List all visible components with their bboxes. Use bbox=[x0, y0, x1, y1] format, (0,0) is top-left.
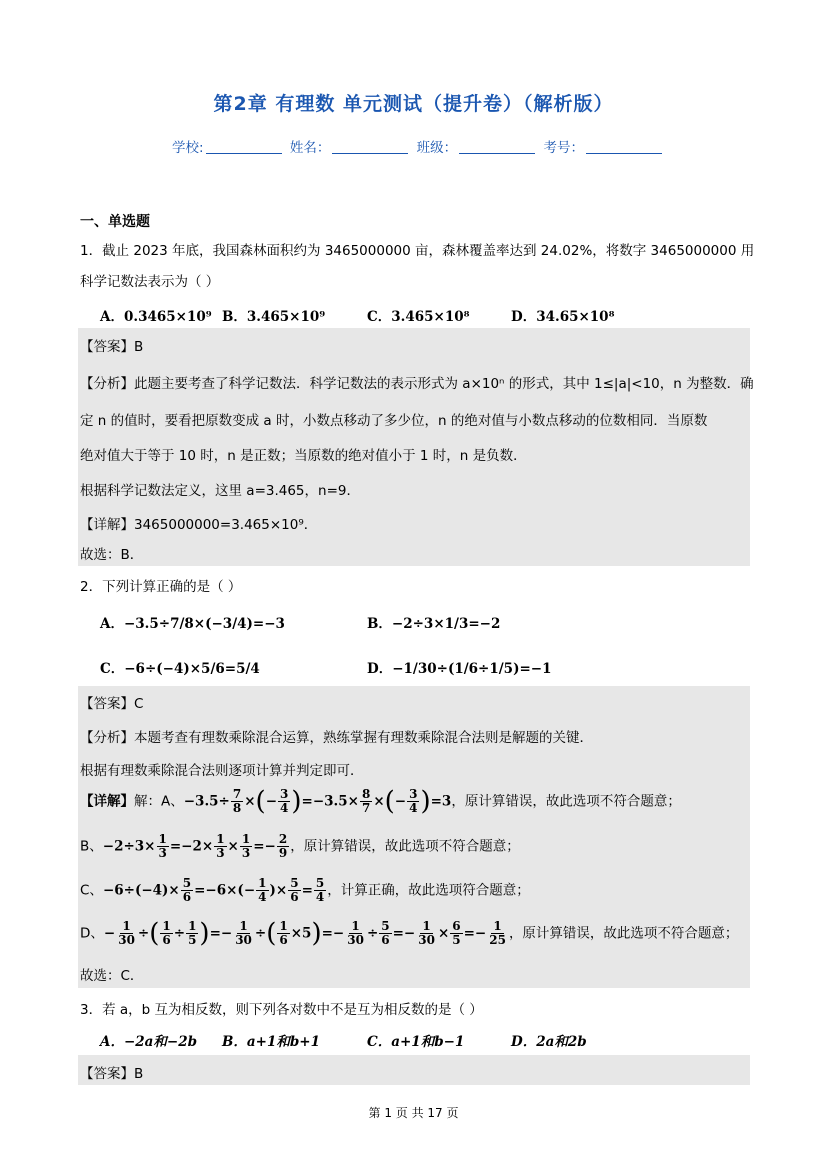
q2-option-d: D．−1/30÷(1/6÷1/5)=−1 bbox=[367, 661, 552, 677]
q1-analysis-line1: 【分析】此题主要考查了科学记数法．科学记数法的表示形式为 a×10ⁿ 的形式，其中 1≤|a|<10，n 为整数．确 bbox=[80, 376, 754, 392]
q2-detail-b-text: ，原计算错误，故此选项不符合题意； bbox=[290, 838, 520, 855]
q2-option-c: C．−6÷(−4)×5/6=5/4 bbox=[100, 661, 260, 677]
q1-option-c: C．3.465×10⁸ bbox=[367, 309, 470, 325]
q3-stem: 3．若 a，b 互为相反数，则下列各对数中不是互为相反数的是（ ） bbox=[80, 1002, 483, 1018]
q1-answer: 【答案】B bbox=[80, 339, 144, 355]
q3-option-c: C．a+1和b−1 bbox=[367, 1034, 465, 1050]
q2-option-a: A．−3.5÷7/8×(−3/4)=−3 bbox=[100, 616, 285, 632]
q2-analysis-line2: 根据有理数乘除混合法则逐项计算并判定即可． bbox=[80, 763, 364, 779]
exam-no-blank bbox=[586, 139, 662, 154]
q3-option-a: A．−2a和−2b bbox=[100, 1034, 198, 1050]
q2-detail-a: 【详解】解：A、−3.5÷ $\frac{7}{8}$ ×(− $\frac{3}{4}$ )=−3.5× $\frac{8}{7}$ ×(− $\frac{3}{4}$ )=3，原计算错误，故此选项不符合题意； bbox=[80, 786, 681, 817]
q2-detail-d: D、− $\frac{1}{30}$ ÷( $\frac{1}{6}$ ÷ $\frac{1}{5}$ )=− $\frac{1}{30}$ ÷( $\frac{1}{6}$ ×5)=− $\frac{1}{30}$ ÷ $\frac{5}{6}$ =− $\frac{1}{30}$ × $\frac{6}{5}$ =− $\frac{1}{25}$ ，原计算错误，故此选项不符合题意； bbox=[80, 918, 739, 949]
q3-option-b: B．a+1和b+1 bbox=[222, 1034, 321, 1050]
name-blank bbox=[332, 139, 408, 154]
q1-analysis-line4: 根据科学记数法定义，这里 a=3.465，n=9． bbox=[80, 483, 360, 499]
page-footer: 第 1 页 共 17 页 bbox=[368, 1106, 459, 1120]
q1-analysis-line3: 绝对值大于等于 10 时，n 是正数；当原数的绝对值小于 1 时，n 是负数． bbox=[80, 448, 527, 464]
school-label: 学校: bbox=[172, 140, 204, 156]
class-label: 班级： bbox=[416, 140, 458, 156]
q2-analysis-line1: 【分析】本题考查有理数乘除混合运算，熟练掌握有理数乘除混合法则是解题的关键． bbox=[80, 730, 593, 746]
q2-answer: 【答案】C bbox=[80, 696, 144, 712]
school-blank bbox=[206, 139, 282, 154]
section-heading: 一、单选题 bbox=[80, 214, 150, 230]
q2-option-b: B．−2÷3×1/3=−2 bbox=[367, 616, 501, 632]
name-label: 姓名： bbox=[289, 140, 331, 156]
q3-answer: 【答案】B bbox=[80, 1066, 144, 1082]
q3-solution-box bbox=[78, 1055, 750, 1085]
class-blank bbox=[459, 139, 535, 154]
page-title: 第2章 有理数 单元测试（提升卷）（解析版） bbox=[213, 93, 614, 115]
q2-detail-c-text: ，计算正确，故此选项符合题意； bbox=[327, 882, 530, 899]
q1-stem-line1: 1．截止 2023 年底，我国森林面积约为 3465000000 亩，森林覆盖率达到 24.02%，将数字 3465000000 用 bbox=[80, 243, 755, 259]
q1-option-b: B．3.465×10⁹ bbox=[222, 309, 326, 325]
q1-option-a: A．0.3465×10⁹ bbox=[100, 309, 212, 325]
q1-detail: 【详解】3465000000=3.465×10⁹． bbox=[80, 517, 318, 533]
q1-option-d: D．34.65×10⁸ bbox=[511, 309, 615, 325]
exam-no-label: 考号： bbox=[543, 140, 584, 156]
q2-detail-a-text: ，原计算错误，故此选项不符合题意； bbox=[451, 793, 681, 810]
q2-detail-b: B、−2÷3× $\frac{1}{3}$ =−2× $\frac{1}{3}$ × $\frac{1}{3}$ =− $\frac{2}{9}$ ，原计算错误，故此选项不符合题意； bbox=[80, 832, 520, 860]
q2-detail-c: C、−6÷(−4)× $\frac{5}{6}$ =−6×(− $\frac{1}{4}$ )× $\frac{5}{6}$ = $\frac{5}{4}$ ，计算正确，故此选项符合题意； bbox=[80, 876, 530, 904]
q2-detail-d-text: ，原计算错误，故此选项不符合题意； bbox=[508, 925, 739, 942]
student-info-line bbox=[172, 136, 666, 156]
q2-choice: 故选：C． bbox=[80, 968, 144, 984]
q1-analysis-line2: 定 n 的值时，要看把原数变成 a 时，小数点移动了多少位，n 的绝对值与小数点移动的位数相同．当原数 bbox=[80, 413, 708, 429]
q1-choice: 故选：B． bbox=[80, 547, 144, 563]
q1-stem-line2: 科学记数法表示为（ ） bbox=[80, 274, 220, 290]
q3-option-d: D．2a和2b bbox=[511, 1034, 587, 1050]
q2-stem: 2．下列计算正确的是（ ） bbox=[80, 579, 242, 595]
